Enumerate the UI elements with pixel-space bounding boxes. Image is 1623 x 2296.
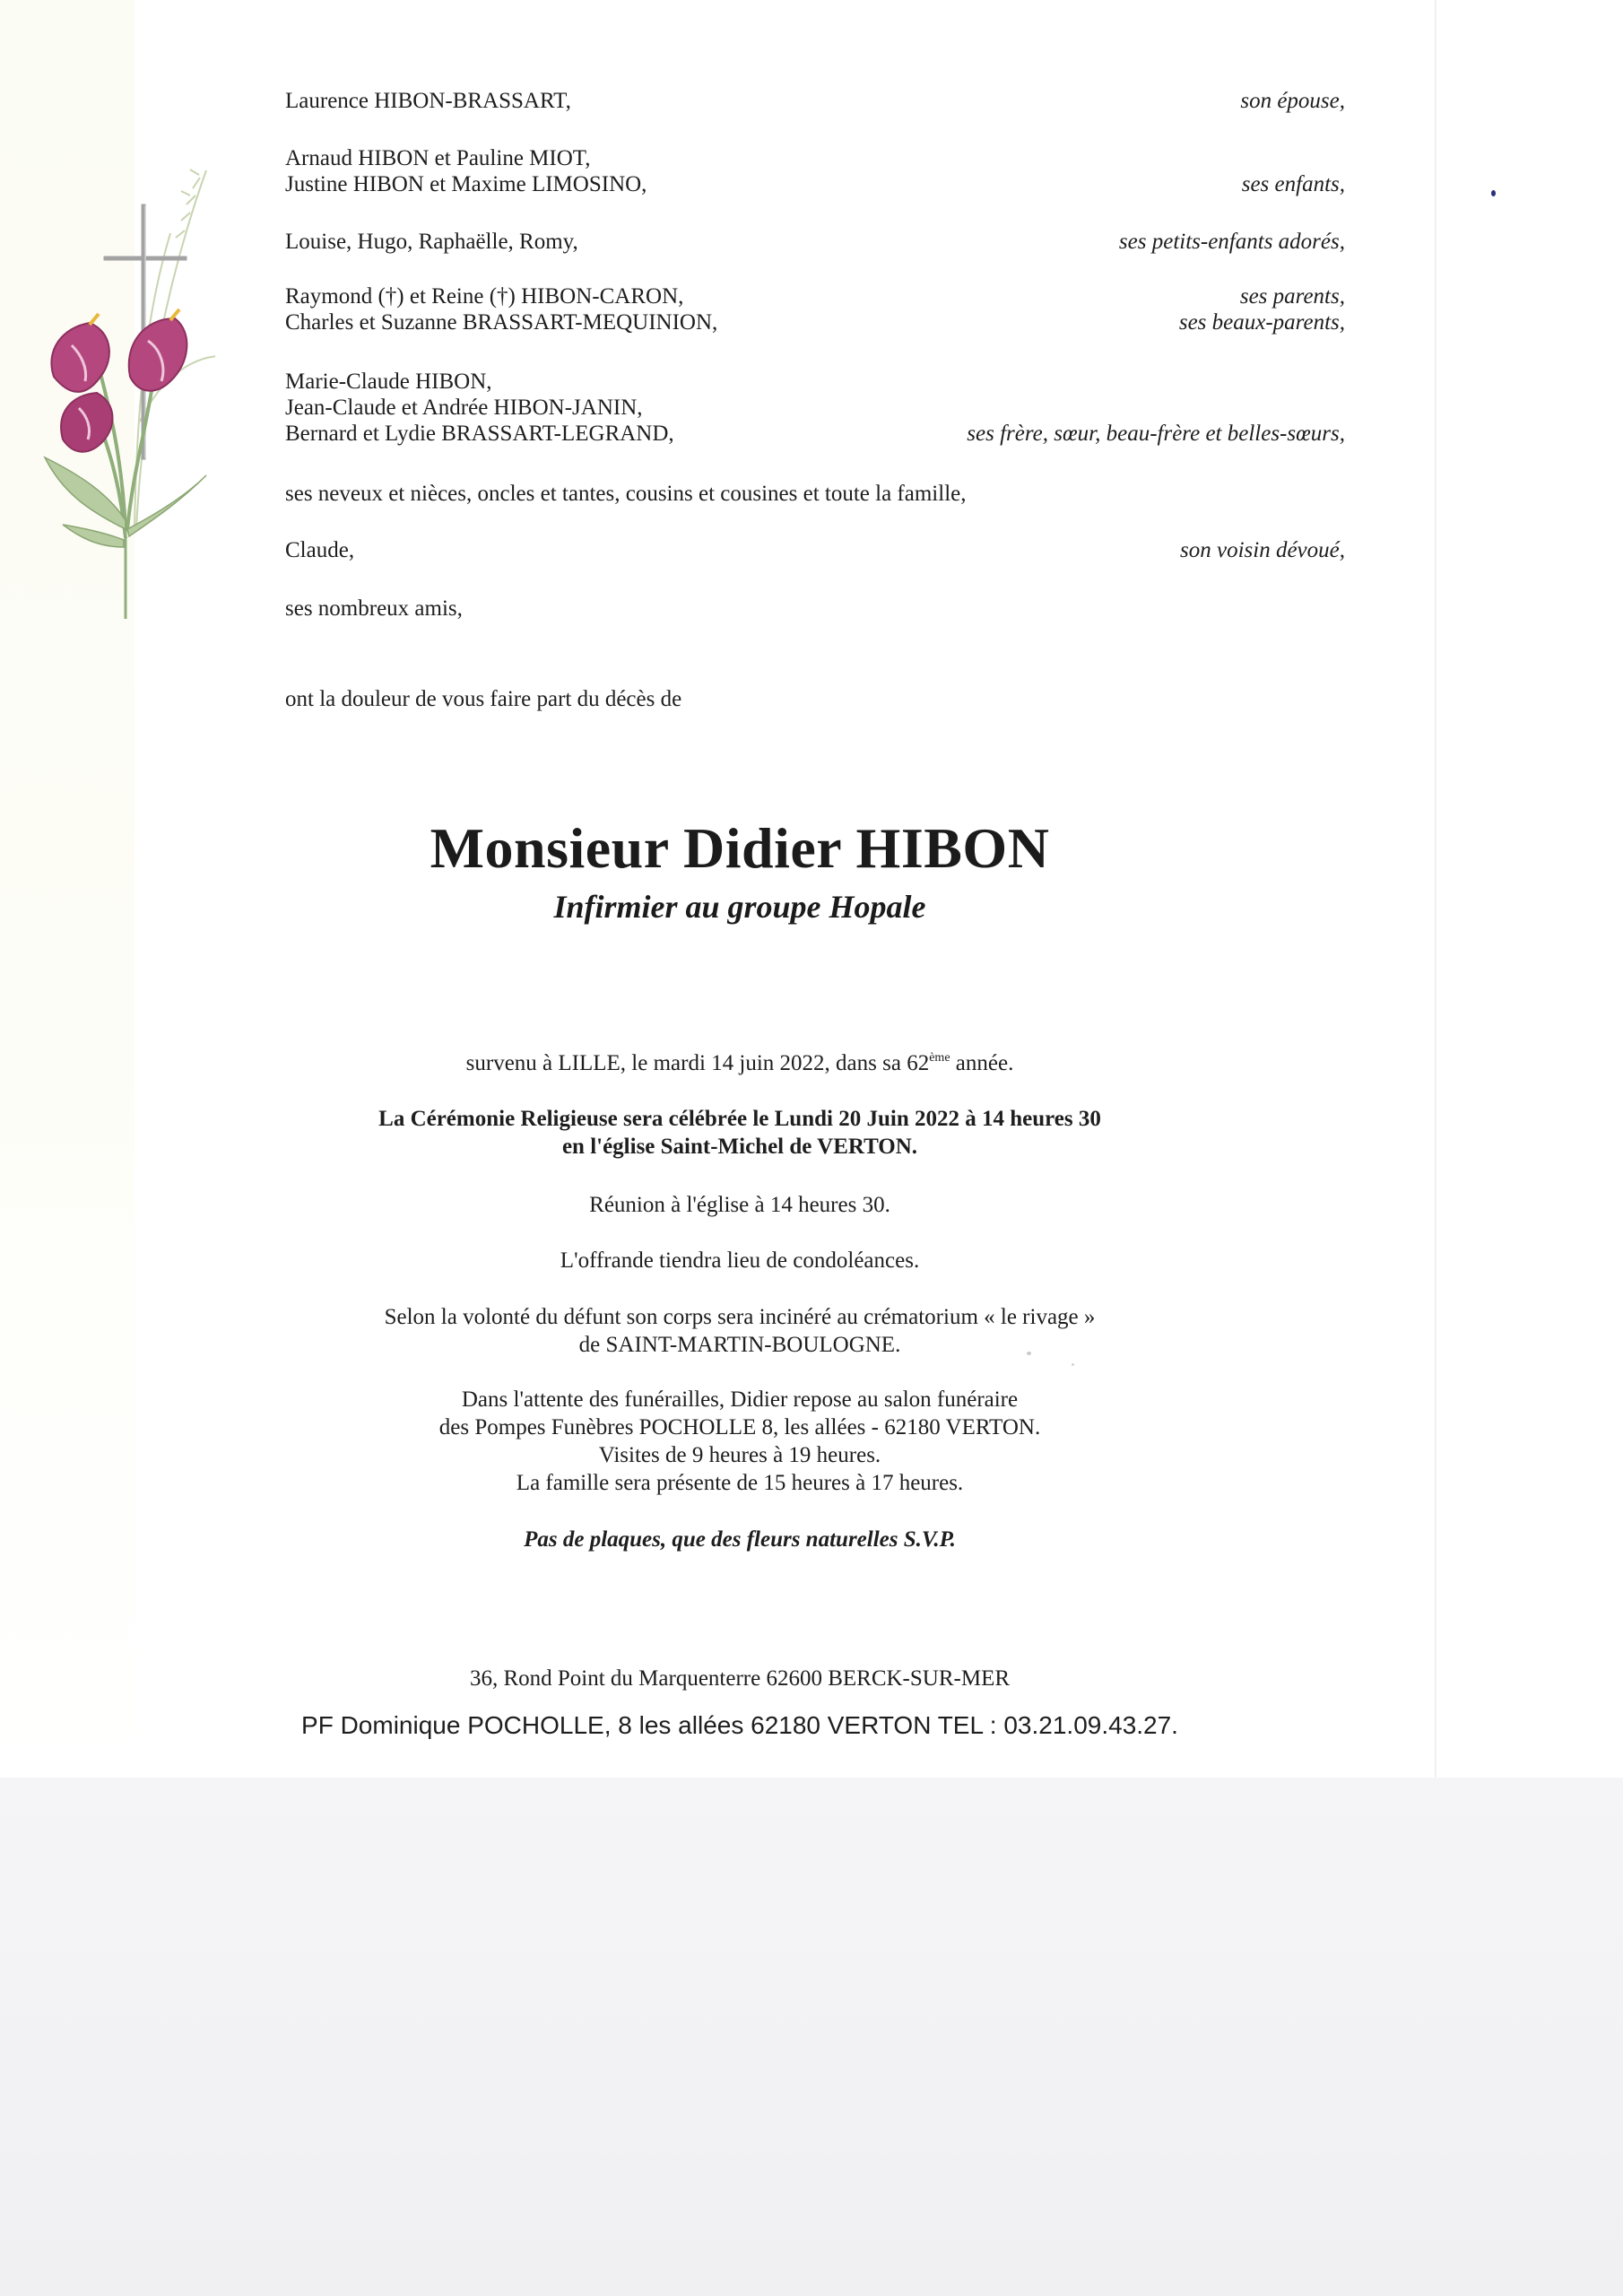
viewing-line: Dans l'attente des funérailles, Didier repose au salon funéraire — [461, 1387, 1019, 1412]
ceremony-block — [0, 1105, 1480, 1161]
calla-lilies — [51, 309, 187, 452]
viewing-line: Visites de 9 heures à 19 heures. — [598, 1443, 881, 1467]
cremation-line: de SAINT-MARTIN-BOULOGNE. — [578, 1333, 901, 1357]
ceremony-line: La Cérémonie Religieuse sera célébrée le Lundi 20 Juin 2022 à 14 heures 30 — [378, 1107, 1101, 1131]
announcement-line: ont la douleur de vous faire part du décès de — [285, 687, 682, 711]
cremation-line: Selon la volonté du défunt son corps sera incinéré au crématorium « le rivage » — [384, 1305, 1096, 1329]
family-relation: ses beaux-parents, — [1178, 310, 1345, 335]
family-name: Arnaud HIBON et Pauline MIOT, — [285, 146, 591, 170]
death-notice-line — [0, 1049, 1480, 1077]
family-name: Bernard et Lydie BRASSART-LEGRAND, — [285, 422, 674, 446]
family-relation: ses frère, sœur, beau-frère et belles-sœurs, — [967, 422, 1345, 446]
family-name: Laurence HIBON-BRASSART, — [285, 89, 571, 113]
family-name: Charles et Suzanne BRASSART-MEQUINION, — [285, 310, 718, 335]
family-name: ses neveux et nièces, oncles et tantes, cousins et cousines et toute la famille, — [285, 482, 967, 506]
family-name: Jean-Claude et Andrée HIBON-JANIN, — [285, 396, 643, 420]
flowers-note: Pas de plaques, que des fleurs naturelles S.V.P. — [524, 1527, 956, 1552]
family-name: Marie-Claude HIBON, — [285, 370, 492, 394]
viewing-line: La famille sera présente de 15 heures à 17 heures. — [516, 1471, 964, 1495]
family-name: Justine HIBON et Maxime LIMOSINO, — [285, 172, 647, 196]
calla-lily-cross-illustration — [36, 152, 215, 637]
scan-speck — [1491, 190, 1496, 196]
family-name: Raymond (†) et Reine (†) HIBON-CARON, — [285, 284, 684, 309]
viewing-line: des Pompes Funèbres POCHOLLE 8, les allées - 62180 VERTON. — [438, 1415, 1041, 1439]
scan-speck — [1027, 1352, 1031, 1355]
family-relation: ses petits-enfants adorés, — [1118, 230, 1345, 254]
footer-address: 36, Rond Point du Marquenterre 62600 BERCK-SUR-MER — [469, 1666, 1011, 1691]
ceremony-line: en l'église Saint-Michel de VERTON. — [561, 1135, 918, 1159]
footer-contact: PF Dominique POCHOLLE, 8 les allées 62180 VERTON TEL : 03.21.09.43.27. — [301, 1711, 1178, 1739]
family-relation: ses parents, — [1239, 284, 1345, 309]
death-text: survenu à LILLE, le mardi 14 juin 2022, dans sa 62 — [465, 1051, 930, 1075]
family-name: Louise, Hugo, Raphaëlle, Romy, — [285, 230, 578, 254]
family-name: Claude, — [285, 538, 355, 562]
deceased-occupation: Infirmier au groupe Hopale — [553, 889, 926, 925]
page-edge — [1435, 0, 1436, 1778]
family-relation: son épouse, — [1240, 89, 1345, 113]
cremation-block — [0, 1303, 1480, 1359]
death-text-end: année. — [950, 1051, 1014, 1075]
viewing-block — [0, 1386, 1480, 1497]
offering-line: L'offrande tiendra lieu de condoléances. — [560, 1248, 920, 1273]
family-name: ses nombreux amis, — [285, 596, 463, 621]
scanner-background — [0, 1778, 1623, 2296]
meeting-line: Réunion à l'église à 14 heures 30. — [589, 1193, 890, 1217]
family-relation: son voisin dévoué, — [1180, 538, 1345, 562]
scan-speck — [1072, 1363, 1074, 1366]
death-ordinal-suffix: ème — [929, 1051, 950, 1065]
family-relation: ses enfants, — [1241, 172, 1345, 196]
deceased-name: Monsieur Didier HIBON — [430, 816, 1050, 880]
